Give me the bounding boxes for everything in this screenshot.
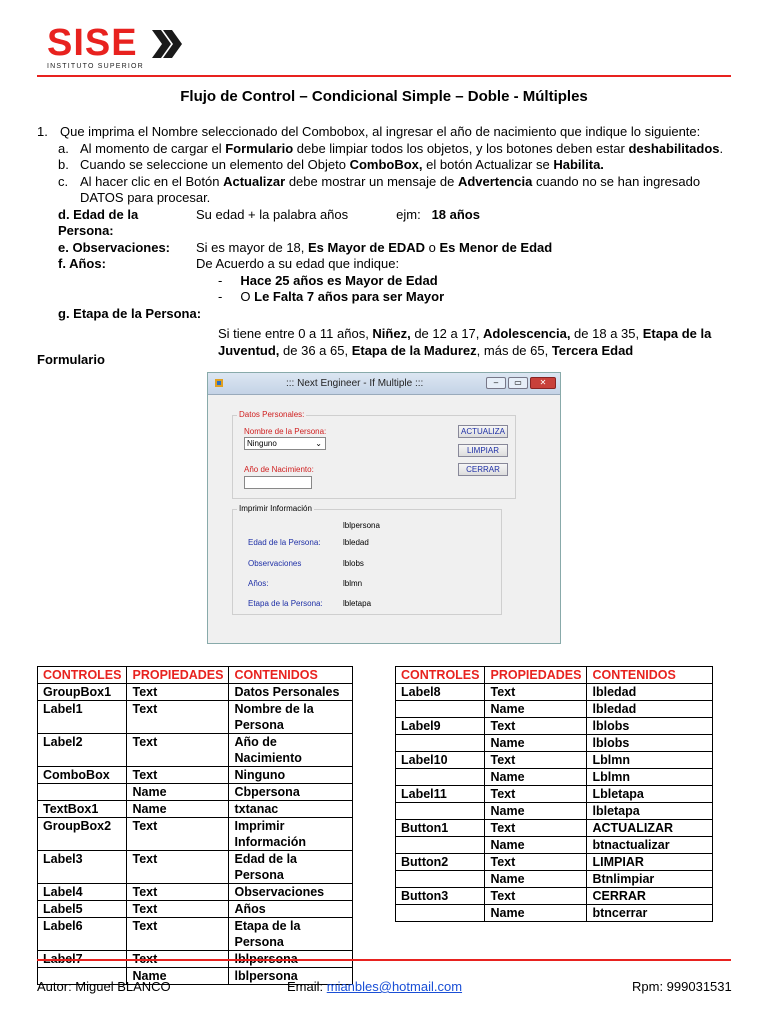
table-cell: lbletapa	[587, 803, 713, 820]
table-cell: Text	[485, 752, 587, 769]
table-cell: Observaciones	[229, 884, 353, 901]
table-row	[38, 918, 353, 951]
table-cell: Label8	[396, 684, 485, 701]
question-block	[37, 124, 737, 359]
table-cell: Label1	[38, 701, 127, 734]
table-cell: Label3	[38, 851, 127, 884]
table-cell: lblpersona	[229, 968, 353, 985]
table-row	[396, 752, 713, 769]
table-row	[38, 851, 353, 884]
edad-label: Edad de la Persona:	[248, 538, 321, 547]
table-cell: Año de Nacimiento	[229, 734, 353, 767]
person-combobox[interactable]: Ninguno ⌄	[244, 437, 326, 450]
logo-subtitle: INSTITUTO SUPERIOR	[47, 63, 144, 70]
table-row	[38, 684, 353, 701]
table-cell: Text	[127, 684, 229, 701]
item-g: g. Etapa de la Persona:	[58, 305, 202, 321]
table-cell: CERRAR	[587, 888, 713, 905]
table-cell: Nombre de la Persona	[229, 701, 353, 734]
table-cell	[396, 905, 485, 922]
item-e: e. Observaciones: Si es mayor de 18, Es Mayor de EDAD o Es Menor de Edad	[58, 239, 553, 255]
table-cell: Text	[127, 767, 229, 784]
item-f-line1: - Hace 25 años es Mayor de Edad	[218, 272, 438, 288]
footer-email: Email: mianbles@hotmail.com	[287, 979, 463, 994]
table-cell	[396, 837, 485, 854]
clear-button[interactable]: LIMPIAR	[458, 444, 508, 457]
table-cell: Name	[485, 837, 587, 854]
table-row	[396, 905, 713, 922]
header-contenidos: CONTENIDOS	[229, 667, 353, 684]
lblobs: lblobs	[343, 559, 364, 568]
item-f-line2: - O Le Falta 7 años para ser Mayor	[218, 289, 445, 304]
minimize-button[interactable]: –	[486, 377, 506, 389]
table-cell: Text	[127, 851, 229, 884]
table-cell: Btnlimpiar	[587, 871, 713, 888]
table-row	[396, 718, 713, 735]
table-cell: Label9	[396, 718, 485, 735]
table-cell: Name	[127, 801, 229, 818]
table-row	[396, 701, 713, 718]
table-row	[396, 803, 713, 820]
table-cell: Edad de la Persona	[229, 851, 353, 884]
table-cell: Text	[485, 888, 587, 905]
table-row	[38, 884, 353, 901]
controls-table-2: CONTROLES PROPIEDADES CONTENIDOS Label8 Text lbledad Name lbledad Label9 Text lblobs Name lblobs Label10 Text Lblmn Name Lblmn Label11 Text Lbletapa Name lbletapa Button1 Text ACTUALIZAR Name btnactualizar Button2 Text LIMPIAR Name Btnlimpiar Button3 Text CERRAR Name btncerrar	[395, 666, 713, 922]
table-cell: TextBox1	[38, 801, 127, 818]
page-title: Flujo de Control – Condicional Simple – Doble - Múltiples	[180, 88, 588, 105]
table-cell: Button1	[396, 820, 485, 837]
table-cell: Text	[127, 818, 229, 851]
item-g-text: Si tiene entre 0 a 11 años, Niñez, de 12 a 17, Adolescencia, de 18 a 35, Etapa de la Juventud, de 36 a 65, Etapa de la Madurez, más de 65, Tercera Edad	[218, 326, 712, 358]
table-cell: lblobs	[587, 718, 713, 735]
table-cell: Text	[127, 918, 229, 951]
table-cell: Name	[127, 784, 229, 801]
name-label: Nombre de la Persona:	[244, 427, 327, 436]
table-cell: Label5	[38, 901, 127, 918]
update-button[interactable]: ACTUALIZA	[458, 425, 508, 438]
table-cell: Name	[485, 769, 587, 786]
table-cell: Text	[485, 786, 587, 803]
footer-author: Autor: Miguel BLANCO	[37, 979, 171, 994]
table-cell	[396, 701, 485, 718]
group-imprimir: Imprimir Información	[232, 509, 502, 615]
table-cell: Imprimir Información	[229, 818, 353, 851]
table-cell: Text	[485, 718, 587, 735]
table-cell: Años	[229, 901, 353, 918]
close-window-button[interactable]: ✕	[530, 377, 556, 389]
table-cell: Name	[485, 871, 587, 888]
table-cell: Label11	[396, 786, 485, 803]
table-row	[38, 901, 353, 918]
close-button[interactable]: CERRAR	[458, 463, 508, 476]
table-row	[38, 734, 353, 767]
table-row	[396, 735, 713, 752]
header-controles: CONTROLES	[38, 667, 127, 684]
lbletapa: lbletapa	[343, 599, 372, 608]
table-cell	[396, 871, 485, 888]
window-titlebar	[208, 373, 560, 395]
controls-table-1	[37, 666, 353, 985]
table-row	[38, 801, 353, 818]
table-cell: Label10	[396, 752, 485, 769]
table-cell: lbledad	[587, 701, 713, 718]
window-title: ::: Next Engineer - If Multiple :::	[286, 378, 424, 389]
table-cell: Text	[127, 701, 229, 734]
table-cell: ComboBox	[38, 767, 127, 784]
anios-label: Años:	[248, 579, 269, 588]
table-cell: Text	[127, 884, 229, 901]
table-cell: Name	[485, 701, 587, 718]
question-text: Que imprima el Nombre seleccionado del Combobox, al ingresar el año de nacimiento que indique lo siguiente:	[60, 124, 701, 139]
form-window	[207, 372, 561, 644]
table-cell: Name	[127, 968, 229, 985]
table-cell	[38, 784, 127, 801]
table-cell: Button2	[396, 854, 485, 871]
table-row	[396, 820, 713, 837]
table-cell	[396, 803, 485, 820]
etapa-label: Etapa de la Persona:	[248, 599, 323, 608]
table-cell: Lbletapa	[587, 786, 713, 803]
table-cell: Label2	[38, 734, 127, 767]
table-row	[396, 854, 713, 871]
table-cell: Lblmn	[587, 752, 713, 769]
question-1	[37, 124, 737, 141]
table-cell: Datos Personales	[229, 684, 353, 701]
table-cell: LIMPIAR	[587, 854, 713, 871]
table-cell: lbledad	[587, 684, 713, 701]
table-cell: btnactualizar	[587, 837, 713, 854]
table-cell	[396, 769, 485, 786]
table-cell: Button3	[396, 888, 485, 905]
lblmn: lblmn	[343, 579, 363, 588]
table-cell: Label4	[38, 884, 127, 901]
group-datos-personales: Datos Personales:	[232, 415, 516, 499]
lblpersona: lblpersona	[343, 521, 380, 530]
footer-rpm: Rpm: 999031531	[632, 979, 732, 994]
chevron-right-icon	[152, 30, 182, 58]
year-label: Año de Nacimiento:	[244, 465, 314, 474]
table-cell: Lblmn	[587, 769, 713, 786]
item-c: c. Al hacer clic en el Botón Actualizar debe mostrar un mensaje de Advertencia cuando no se han ingresado DATOS para procesar.	[58, 173, 701, 205]
form-section-label: Formulario	[37, 352, 105, 367]
email-link[interactable]: mianbles@hotmail.com	[326, 979, 463, 994]
logo-text: SISE	[47, 22, 138, 64]
table-cell: Label6	[38, 918, 127, 951]
table-row	[38, 767, 353, 784]
table-row	[396, 888, 713, 905]
table-row	[38, 701, 353, 734]
header-propiedades: PROPIEDADES	[127, 667, 229, 684]
table-cell: Name	[485, 803, 587, 820]
table-row	[396, 837, 713, 854]
table-cell: Text	[127, 734, 229, 767]
table-row	[396, 871, 713, 888]
table-cell: Text	[127, 901, 229, 918]
table-row	[396, 684, 713, 701]
table-cell: lblobs	[587, 735, 713, 752]
table-cell: Etapa de la Persona	[229, 918, 353, 951]
app-icon	[214, 378, 224, 388]
header-divider	[37, 75, 731, 77]
table-row	[396, 769, 713, 786]
table-cell: Text	[485, 820, 587, 837]
table-row	[38, 784, 353, 801]
table-cell: txtanac	[229, 801, 353, 818]
item-b: b. Cuando se seleccione un elemento del Objeto ComboBox, el botón Actualizar se Habilita.	[58, 157, 604, 172]
item-d: d. Edad de la Persona: Su edad + la palabra años ejm: 18 años	[58, 206, 480, 238]
sise-logo	[47, 24, 144, 70]
maximize-button[interactable]: ▭	[508, 377, 528, 389]
year-textbox[interactable]	[244, 476, 312, 489]
table-cell: GroupBox2	[38, 818, 127, 851]
table-row	[38, 818, 353, 851]
item-f: f. Años: De Acuerdo a su edad que indique:	[58, 256, 400, 271]
obs-label: Observaciones	[248, 559, 302, 568]
table-cell: Text	[485, 854, 587, 871]
table-cell: ACTUALIZAR	[587, 820, 713, 837]
table-cell: Text	[485, 684, 587, 701]
table-cell: Cbpersona	[229, 784, 353, 801]
table-cell: Ninguno	[229, 767, 353, 784]
table-cell: btncerrar	[587, 905, 713, 922]
table-cell: Name	[485, 735, 587, 752]
table-cell	[396, 735, 485, 752]
footer-divider	[37, 959, 731, 961]
lbledad: lbledad	[343, 538, 369, 547]
table-cell: GroupBox1	[38, 684, 127, 701]
table-cell: Name	[485, 905, 587, 922]
question-number: 1.	[37, 124, 48, 139]
item-a: a. Al momento de cargar el Formulario debe limpiar todos los objetos, y los botones deben estar deshabilitados.	[58, 140, 724, 156]
table-row	[396, 786, 713, 803]
